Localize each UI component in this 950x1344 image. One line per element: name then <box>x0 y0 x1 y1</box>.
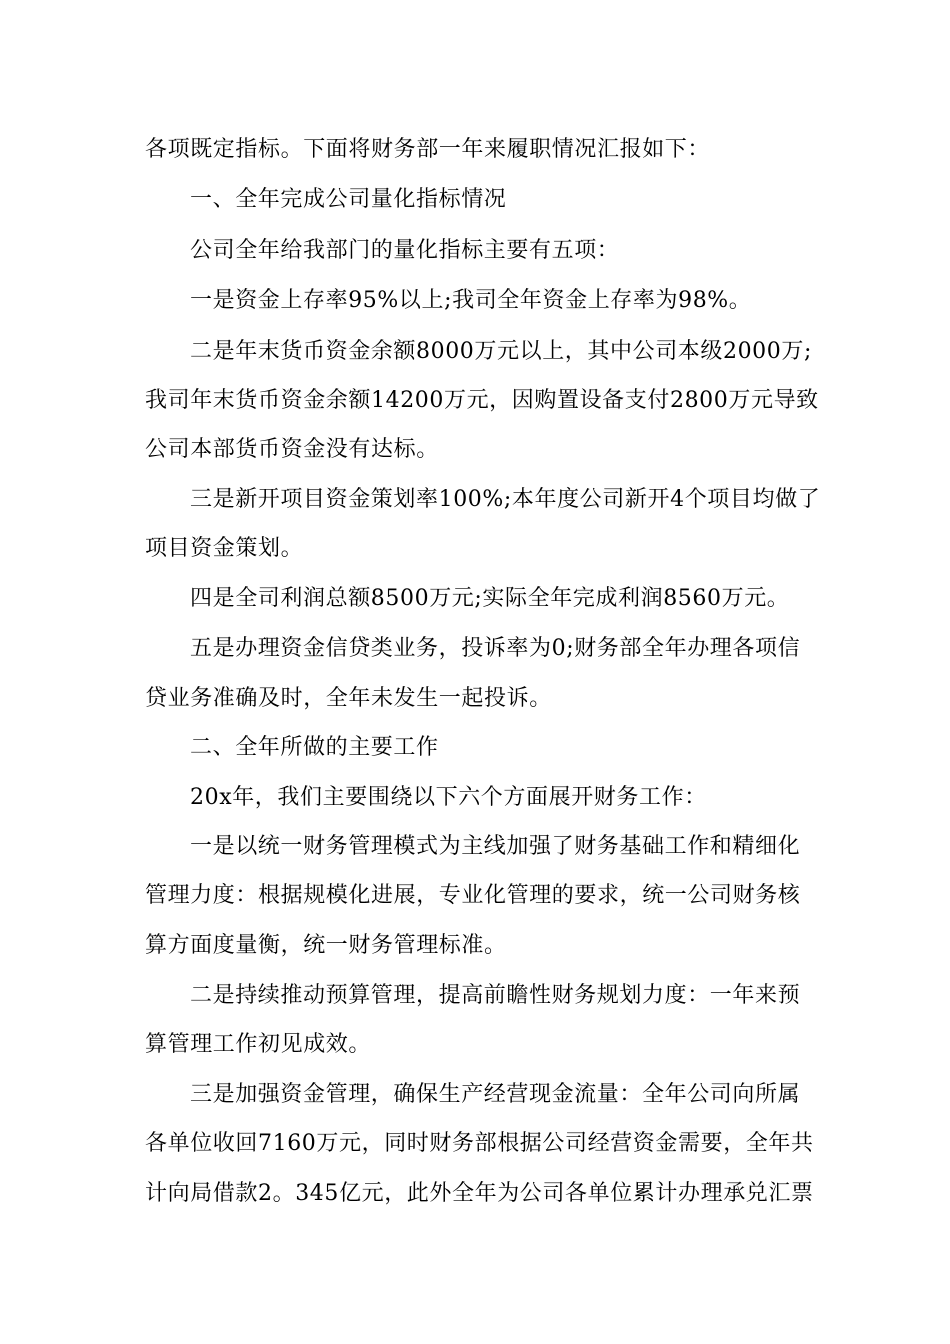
text-line: 计向局借款2。345亿元，此外全年为公司各单位累计办理承兑汇票 <box>145 1181 814 1206</box>
section-heading: 二、全年所做的主要工作 <box>190 735 439 760</box>
text-line: 各项既定指标。下面将财务部一年来履职情况汇报如下： <box>145 137 711 162</box>
text-line: 四是全司利润总额8500万元;实际全年完成利润8560万元。 <box>190 586 790 611</box>
text-line: 20x年，我们主要围绕以下六个方面展开财务工作： <box>190 785 707 810</box>
text-line: 五是办理资金信贷类业务，投诉率为0;财务部全年办理各项信 <box>190 636 801 661</box>
text-line: 贷业务准确及时，全年未发生一起投诉。 <box>145 686 552 711</box>
text-line: 一是以统一财务管理模式为主线加强了财务基础工作和精细化 <box>190 834 801 859</box>
text-line: 算方面度量衡，统一财务管理标准。 <box>145 933 507 958</box>
text-line: 公司本部货币资金没有达标。 <box>145 437 439 462</box>
text-line: 项目资金策划。 <box>145 536 304 561</box>
text-line: 管理力度：根据规模化进展，专业化管理的要求，统一公司财务核 <box>145 883 801 908</box>
text-line: 一是资金上存率95%以上;我司全年资金上存率为98%。 <box>190 288 752 313</box>
text-line: 公司全年给我部门的量化指标主要有五项： <box>190 238 620 263</box>
section-heading: 一、全年完成公司量化指标情况 <box>190 187 507 212</box>
text-line: 三是新开项目资金策划率100%;本年度公司新开4个项目均做了 <box>190 487 821 512</box>
text-line: 二是年末货币资金余额8000万元以上，其中公司本级2000万; <box>190 339 812 364</box>
text-line: 各单位收回7160万元，同时财务部根据公司经营资金需要，全年共 <box>145 1131 814 1156</box>
text-line: 算管理工作初见成效。 <box>145 1032 372 1057</box>
text-line: 二是持续推动预算管理，提高前瞻性财务规划力度：一年来预 <box>190 983 801 1008</box>
text-line: 三是加强资金管理，确保生产经营现金流量：全年公司向所属 <box>190 1082 801 1107</box>
text-line: 我司年末货币资金余额14200万元，因购置设备支付2800万元导致 <box>145 388 819 413</box>
